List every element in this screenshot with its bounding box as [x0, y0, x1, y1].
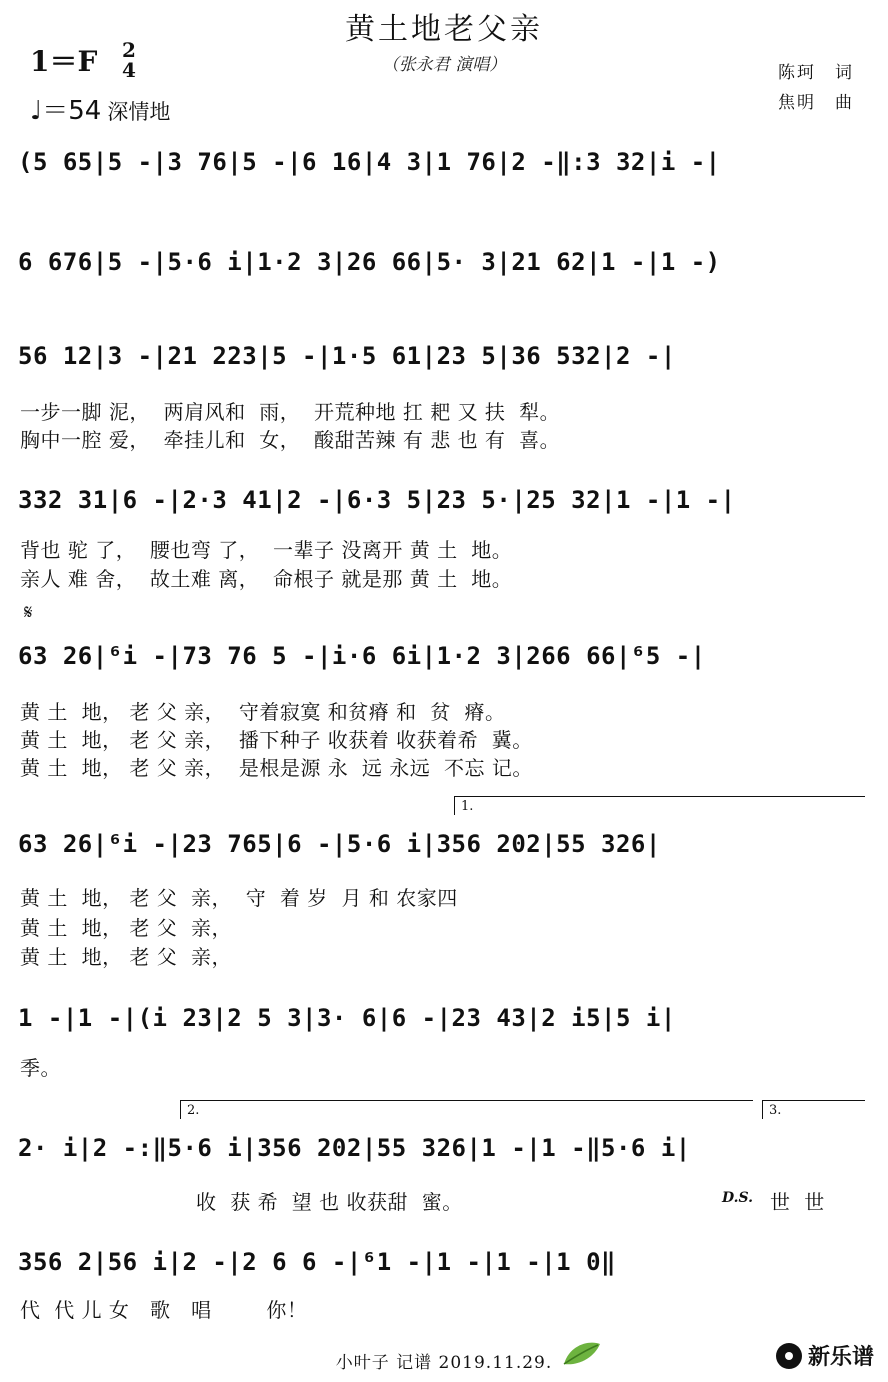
- score-row-6: 63 26|⁶i -|23 765|6 -|5·6 i|356 202|55 326|: [18, 830, 661, 858]
- lyric-row-4-verse-1: 背也 驼 了， 腰也弯 了， 一辈子 没离开 黄 土 地。: [20, 538, 513, 562]
- volta-3-bracket: [762, 1100, 865, 1119]
- lyric-row-6-verse-3: 黄 土 地， 老 父 亲，: [20, 945, 233, 969]
- time-signature: [118, 40, 140, 80]
- volta-1-bracket: [454, 796, 865, 815]
- dal-segno-mark: D.S.: [722, 1190, 754, 1206]
- score-row-4: 332 31|6 -|2·3 41|2 -|6·3 5|23 5·|25 32|1 -|1 -|: [18, 486, 736, 514]
- volta-2-bracket: [180, 1100, 753, 1119]
- score-row-9: 356 2|56 i|2 -|2 6 6 -|⁶1 -|1 -|1 -|1 0‖: [18, 1248, 616, 1276]
- expression-mark: 深情地: [107, 100, 171, 124]
- lyric-row-6-verse-1: 黄 土 地， 老 父 亲， 守 着 岁 月 和 农家四: [20, 886, 458, 910]
- transcriber-credit: 小叶子 记谱 2019.11.29.: [335, 1353, 553, 1373]
- lyric-row-6-verse-2: 黄 土 地， 老 父 亲，: [20, 916, 233, 940]
- score-row-3: 56 12|3 -|21 223|5 -|1·5 61|23 5|36 532|2 -|: [18, 342, 676, 370]
- lyric-row-7: 季。: [20, 1056, 61, 1080]
- lyric-row-5-verse-3: 黄 土 地， 老 父 亲， 是根是源 永 远 永远 不忘 记。: [20, 756, 533, 780]
- score-row-7: 1 -|1 -|(i 23|2 5 3|3· 6|6 -|23 43|2 i5|5 i|: [18, 1004, 676, 1032]
- meter-top: 2: [122, 38, 136, 62]
- score-row-2: 6 676|5 -|5·6 i|1·2 3|26 66|5· 3|21 62|1 -|1 -): [18, 248, 721, 276]
- lyric-row-9: 代 代 儿 女 歌 唱 你！: [20, 1298, 308, 1322]
- score-row-8: 2· i|2 -:‖5·6 i|356 202|55 326|1 -|1 -‖5·6 i|: [18, 1134, 691, 1162]
- score-row-5: 63 26|⁶i -|73 76 5 -|i·6 6i|1·2 3|266 66|⁶5 -|: [18, 642, 706, 670]
- volta-3-label: 3.: [769, 1103, 782, 1118]
- volta-2-label: 2.: [187, 1103, 200, 1118]
- lyric-row-3-verse-2: 胸中一腔 爱， 牵挂儿和 女， 酸甜苦辣 有 悲 也 有 喜。: [20, 428, 561, 452]
- meter-bottom: 4: [122, 58, 136, 82]
- logo-text: 新乐谱: [807, 1345, 874, 1370]
- lyricist-credit: 陈珂 词: [778, 63, 854, 83]
- score-row-1: (5 65|5 -|3 76|5 -|6 16|4 3|1 76|2 -‖:3 32|i -|: [18, 148, 721, 176]
- song-title: 黄土地老父亲: [345, 12, 543, 47]
- disc-icon: [776, 1343, 802, 1369]
- tempo-marking: [30, 90, 170, 127]
- leaf-icon: [560, 1338, 604, 1372]
- volta-1-label: 1.: [461, 799, 474, 814]
- lyric-row-8-end: 世 世: [770, 1190, 825, 1214]
- lyric-row-3-verse-1: 一步一脚 泥， 两肩风和 雨， 开荒种地 扛 耙 又 扶 犁。: [20, 400, 561, 424]
- lyric-row-4-verse-2: 亲人 难 舍， 故土难 离， 命根子 就是那 黄 土 地。: [20, 567, 513, 591]
- segno-sign: 𝄋: [24, 600, 33, 624]
- lyric-row-5-verse-2: 黄 土 地， 老 父 亲， 播下种子 收获着 收获着希 冀。: [20, 728, 533, 752]
- tempo-value: ♩＝54: [30, 96, 102, 126]
- site-logo: [776, 1340, 874, 1371]
- lyric-row-5-verse-1: 黄 土 地， 老 父 亲， 守着寂寞 和贫瘠 和 贫 瘠。: [20, 700, 506, 724]
- performer-subtitle: （张永君 演唱）: [381, 55, 507, 75]
- composer-credit: 焦明 曲: [778, 93, 854, 113]
- lyric-row-8: 收 获 希 望 也 收获甜 蜜。: [196, 1190, 463, 1214]
- key-signature: 1＝F: [30, 45, 98, 78]
